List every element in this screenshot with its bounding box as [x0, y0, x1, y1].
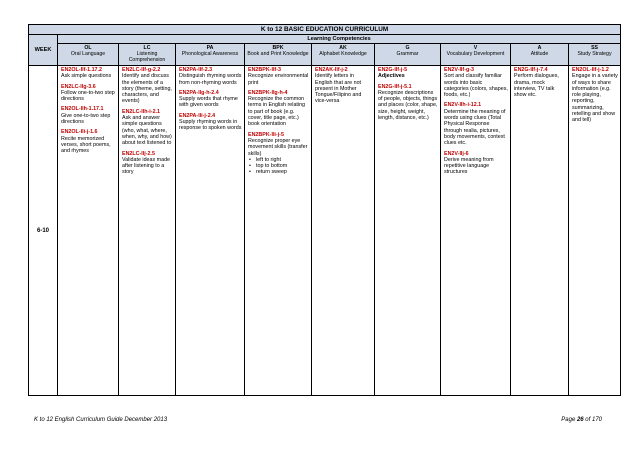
competency-code: EN2OL-IIf-j-1.2: [572, 67, 609, 73]
cell-alphabet-knowledge: [312, 66, 375, 396]
competency-code: EN2PA-IIi-j-2.4: [179, 112, 216, 119]
col-name: Attitude: [530, 51, 549, 57]
cell-book-print-knowledge: [245, 66, 312, 396]
competency-text: Sort and classify familiar words into basic categories (colors, shapes, foods, etc.): [444, 73, 508, 99]
competency-code: EN2OL-IIi-j-1.6: [61, 129, 98, 136]
cell-oral-language: [58, 66, 119, 396]
competency: [248, 132, 309, 157]
competency-text: Ask simple questions: [61, 73, 112, 80]
competency-code: EN2G-IIf-j-5: [378, 67, 408, 73]
col-code: A: [537, 45, 542, 51]
competency: [572, 67, 618, 124]
competency: [248, 67, 309, 86]
cell-grammar: [375, 66, 441, 396]
col-code: SS: [591, 45, 598, 51]
competency-code: EN2G-IIf-j-5.1: [378, 83, 412, 90]
competency-text: Follow one-to-two step directions: [61, 89, 115, 103]
competency: [122, 67, 173, 105]
col-code: PA: [206, 45, 214, 51]
col-header-pa: [176, 44, 245, 66]
competency: [179, 67, 242, 86]
competency: [444, 151, 508, 176]
competency-text: Validate ideas made after listening to a story: [122, 156, 171, 176]
competency-code: EN2BPK-IIf-3: [248, 67, 281, 73]
col-name: Alphabet Knowledge: [319, 51, 367, 57]
competency-text: Derive meaning from repetitive language structures: [444, 156, 494, 176]
competency-code: EN2AK-IIf-j-2: [315, 67, 348, 73]
bullet-item: • return sweep: [256, 169, 309, 175]
competency: [378, 67, 438, 80]
col-header-a: [511, 44, 569, 66]
col-header-ol: [58, 44, 119, 66]
competency-code: EN2OL-IIh-1.17.1: [61, 106, 104, 113]
page-suffix: of 170: [583, 417, 602, 423]
col-name: Study Strategy: [577, 51, 612, 57]
competency-code: EN2G-IIf-j-7.4: [514, 67, 548, 73]
competency: [61, 129, 116, 154]
week-cell: 6-10: [29, 66, 58, 396]
competency-code: EN2BPK-IIi-j-5: [248, 131, 284, 138]
competency-text: Determine the meaning of words using clues (Total Physical Response through realia, pictures, body movements, context clues etc.: [444, 108, 506, 147]
competency-code: EN2V-IIh-i-12.1: [444, 102, 482, 109]
competency: [315, 67, 372, 105]
competency-text: Engage in a variety of ways to share information (e.g. role playing, reporting, summarizing, retelling and show and tell): [572, 73, 618, 124]
competency-code: EN2V-IIj-6: [444, 150, 469, 157]
week-header: WEEK: [29, 35, 58, 66]
bullet-item: • top to bottom: [256, 163, 309, 169]
curriculum-table: [28, 24, 621, 396]
competency: [61, 106, 116, 125]
competency: [514, 67, 566, 98]
competency-code: EN2V-IIf-g-3: [444, 67, 474, 73]
competency: [122, 109, 173, 147]
competency-code: EN2LC-IIh-i-2.1: [122, 108, 161, 115]
bullet-item: • left to right: [256, 157, 309, 163]
cell-study-strategy: [569, 66, 621, 396]
col-code: G: [405, 45, 410, 51]
competency: [444, 67, 508, 98]
competency-text: Identify and discuss the elements of a story (theme, setting, characters, and events): [122, 73, 172, 105]
col-code: OL: [84, 45, 92, 51]
competency: [179, 90, 242, 109]
page-prefix: Page: [561, 417, 577, 423]
competency: [248, 90, 309, 128]
learning-competencies-header: Learning Competencies: [58, 35, 621, 44]
competency-code: EN2OL-IIf-1.17.2: [61, 67, 102, 73]
table-title: K to 12 BASIC EDUCATION CURRICULUM: [29, 25, 621, 35]
cell-phonological-awareness: [176, 66, 245, 396]
competency-code: EN2PA-IIf-2.3: [179, 67, 213, 73]
competency-code: EN2LC-IIf-g-2.2: [122, 67, 161, 73]
col-name: Oral Language: [70, 51, 106, 57]
competency: [179, 113, 242, 132]
col-header-v: [441, 44, 511, 66]
col-header-g: [375, 44, 441, 66]
footer-page-number: [561, 417, 602, 423]
col-name: Listening Comprehension: [128, 51, 166, 63]
competency: [444, 102, 508, 146]
bullet-list: [248, 157, 309, 176]
col-header-ss: [569, 44, 621, 66]
competency-text: Identify letters in English that are not present in Mother Tongue/Filipino and vice-versa: [315, 73, 362, 105]
competency-code: EN2BPK-IIg-h-4: [248, 89, 288, 96]
current-page: 26: [576, 417, 584, 423]
competency-text: Ask and answer simple questions (who, what, where, when, why, and how) about text listened to: [122, 115, 172, 147]
col-code: LC: [143, 45, 151, 51]
competency-text: Recognize descriptions of people, objects, things and places (color, shape, size, height, weight, length, distance, etc.): [378, 89, 438, 122]
cell-listening-comprehension: [119, 66, 176, 396]
col-header-bpk: [245, 44, 312, 66]
competency-code: EN2LC-IIj-2.5: [122, 150, 155, 157]
competency: [122, 151, 173, 176]
col-code: V: [473, 45, 478, 51]
competency-text: Supply rhyming words in response to spoken words: [179, 119, 242, 132]
competency: [61, 67, 116, 80]
competency-text: Perform dialogues, drama, mock interview, TV talk show etc.: [514, 73, 559, 99]
competency-text: Supply words that rhyme with given words: [179, 96, 238, 109]
col-name: Phonological Awareness: [181, 51, 239, 57]
col-header-lc: [119, 44, 176, 66]
col-code: BPK: [272, 45, 284, 51]
cell-vocabulary-development: [441, 66, 511, 396]
col-header-ak: [312, 44, 375, 66]
col-name: Book and Print Knowledge: [247, 51, 309, 57]
competency-text: Recognize the common terms in English relating to part of book (e.g. cover, title page, etc.) book orientation: [248, 96, 306, 128]
col-code: AK: [339, 45, 347, 51]
footer-document-title: K to 12 English Curriculum Guide December 2013: [34, 417, 168, 423]
competency-topic: Adjectives: [378, 73, 405, 80]
col-name: Grammar: [396, 51, 419, 57]
competency-text: Recognize environmental print: [248, 73, 309, 86]
competency-code: EN2PA-IIg-h-2.4: [179, 89, 219, 96]
competency-text: Give one-to-two step directions: [61, 112, 111, 126]
competency: [378, 84, 438, 122]
competency-text: Distinguish rhyming words from non-rhyming words: [179, 73, 242, 86]
competency-text: Recite memorized verses, short poems, and rhymes: [61, 135, 111, 155]
competency: [61, 84, 116, 103]
competency-text: Recognize proper eye movement skills (transfer skills): [248, 137, 308, 157]
col-name: Vocabulary Development: [446, 51, 505, 57]
competency-code: EN2LC-IIg-3.6: [61, 83, 96, 90]
cell-attitude: [511, 66, 569, 396]
